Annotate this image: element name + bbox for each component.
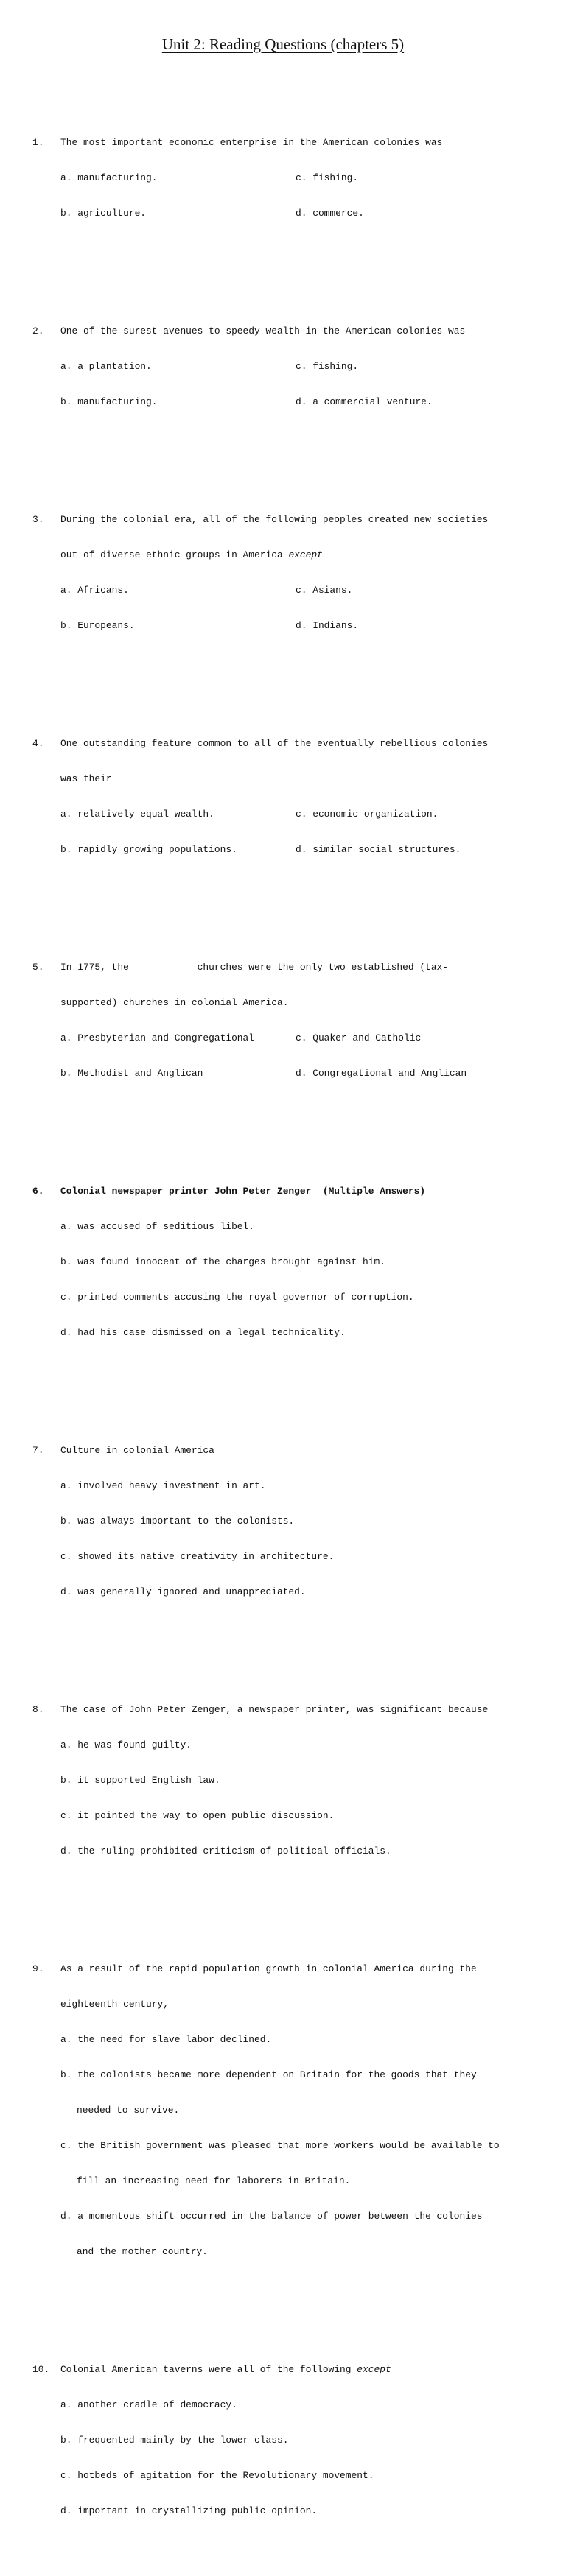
option-d: d. a commercial venture.	[296, 396, 433, 407]
question-7	[32, 1421, 541, 1622]
option-d-continued: and the mother country.	[77, 2246, 208, 2257]
question-number: 1.	[32, 137, 44, 148]
option-c: c. Quaker and Catholic	[296, 1032, 422, 1044]
question-number: 9.	[32, 1963, 44, 1974]
question-list	[32, 66, 541, 2576]
question-5	[32, 938, 541, 1103]
question-stem-continued: eighteenth century,	[60, 1999, 169, 2010]
question-stem: The case of John Peter Zenger, a newspaper printer, was significant because	[60, 1704, 489, 1715]
question-number: 8.	[32, 1704, 44, 1715]
option-c: c. the British government was pleased that more workers would be available to	[60, 2140, 500, 2151]
question-number: 2.	[32, 325, 44, 337]
option-d: d. a momentous shift occurred in the balance of power between the colonies	[60, 2211, 483, 2222]
option-b: b. manufacturing.	[60, 396, 158, 407]
question-number: 5.	[32, 962, 44, 973]
page-title: Unit 2: Reading Questions (chapters 5)	[161, 35, 405, 53]
question-2	[32, 302, 541, 432]
option-a: a. Africans.	[60, 585, 129, 596]
question-stem: One outstanding feature common to all of the eventually rebellious colonies	[60, 738, 489, 749]
option-c: c. economic organization.	[296, 809, 439, 820]
question-stem: Colonial American taverns were all of the following except	[60, 2364, 391, 2375]
option-d: d. had his case dismissed on a legal technicality.	[60, 1327, 346, 1338]
option-b: b. Europeans.	[60, 620, 135, 631]
option-d: d. similar social structures.	[296, 844, 461, 855]
option-d: d. Congregational and Anglican	[296, 1068, 467, 1079]
option-b: b. agriculture.	[60, 208, 147, 219]
question-number: 10.	[32, 2364, 50, 2375]
option-a: a. he was found guilty.	[60, 1739, 192, 1750]
option-a: a. relatively equal wealth.	[60, 809, 214, 820]
question-stem: The most important economic enterprise in the American colonies was	[60, 137, 443, 148]
question-stem: During the colonial era, all of the following peoples created new societies	[60, 514, 489, 525]
option-d: d. Indians.	[296, 620, 359, 631]
option-a: a. Presbyterian and Congregational	[60, 1032, 255, 1044]
option-b: b. rapidly growing populations.	[60, 844, 237, 855]
question-stem: One of the surest avenues to speedy wealth in the American colonies was	[60, 325, 466, 337]
option-a: a. the need for slave labor declined.	[60, 2034, 272, 2045]
option-b: b. it supported English law.	[60, 1775, 220, 1786]
emphasis-except: except	[357, 2364, 391, 2375]
question-6	[32, 1162, 541, 1362]
option-d: d. important in crystallizing public opinion.	[60, 2505, 318, 2516]
question-3	[32, 490, 541, 655]
option-b-continued: needed to survive.	[77, 2105, 180, 2116]
option-b: b. frequented mainly by the lower class.	[60, 2435, 289, 2446]
option-d: d. commerce.	[296, 208, 364, 219]
question-stem: In 1775, the __________ churches were the only two established (tax-	[60, 962, 449, 973]
option-b: b. was found innocent of the charges brought against him.	[60, 1256, 385, 1267]
option-c: c. showed its native creativity in architecture.	[60, 1551, 335, 1562]
question-number: 4.	[32, 738, 44, 749]
question-1	[32, 113, 541, 243]
question-number: 6.	[32, 1186, 44, 1197]
option-b: b. was always important to the colonists.	[60, 1516, 295, 1527]
option-c: c. Asians.	[296, 585, 353, 596]
option-c-continued: fill an increasing need for laborers in Britain.	[77, 2175, 351, 2186]
option-c: c. fishing.	[296, 361, 359, 372]
option-a: a. was accused of seditious libel.	[60, 1221, 255, 1232]
option-c: c. printed comments accusing the royal governor of corruption.	[60, 1292, 414, 1303]
option-a: a. manufacturing.	[60, 172, 158, 183]
question-number: 3.	[32, 514, 44, 525]
question-stem: Culture in colonial America	[60, 1445, 214, 1456]
question-9	[32, 1940, 541, 2281]
question-8	[32, 1681, 541, 1881]
option-b: b. Methodist and Anglican	[60, 1068, 203, 1079]
question-4	[32, 714, 541, 879]
option-c: c. it pointed the way to open public discussion.	[60, 1810, 335, 1821]
question-stem-continued: supported) churches in colonial America.	[60, 997, 289, 1008]
question-stem-continued: was their	[60, 773, 112, 784]
option-c: c. fishing.	[296, 172, 359, 183]
emphasis-except: except	[288, 549, 323, 560]
question-stem: Colonial newspaper printer John Peter Zenger (Multiple Answers)	[60, 1186, 426, 1197]
option-b: b. the colonists became more dependent on Britain for the goods that they	[60, 2069, 477, 2080]
question-stem-continued: out of diverse ethnic groups in America except	[60, 549, 323, 560]
option-d: d. the ruling prohibited criticism of political officials.	[60, 1845, 391, 1857]
option-a: a. another cradle of democracy.	[60, 2399, 237, 2410]
option-a: a. involved heavy investment in art.	[60, 1480, 266, 1491]
question-number: 7.	[32, 1445, 44, 1456]
question-stem: As a result of the rapid population growth in colonial America during the	[60, 1963, 477, 1974]
question-10	[32, 2340, 541, 2541]
option-a: a. a plantation.	[60, 361, 152, 372]
option-d: d. was generally ignored and unappreciated.	[60, 1586, 306, 1597]
option-c: c. hotbeds of agitation for the Revolutionary movement.	[60, 2470, 374, 2481]
